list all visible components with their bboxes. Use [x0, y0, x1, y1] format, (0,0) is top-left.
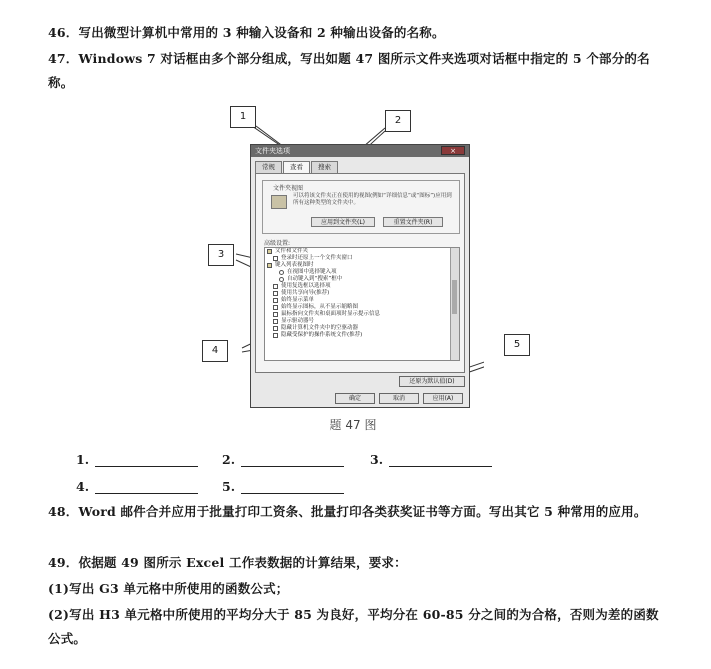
- settings-list-item[interactable]: [265, 325, 459, 332]
- answer-line[interactable]: [95, 480, 198, 494]
- answer-blank-1[interactable]: [76, 452, 198, 467]
- answer-label: 2.: [222, 452, 236, 467]
- question-49: [48, 552, 668, 574]
- answer-label: 3.: [370, 452, 384, 467]
- checkbox-icon[interactable]: [273, 291, 278, 296]
- checkbox-icon[interactable]: [273, 312, 278, 317]
- answer-blank-5[interactable]: [222, 479, 344, 494]
- question-number: 49．: [48, 555, 79, 570]
- answer-blank-3[interactable]: [370, 452, 492, 467]
- settings-list-item[interactable]: [265, 290, 459, 297]
- restore-defaults-button[interactable]: 还原为默认值(D): [399, 376, 465, 387]
- checkbox-icon[interactable]: [273, 319, 278, 324]
- question-47: [48, 47, 668, 95]
- checkbox-icon[interactable]: [273, 298, 278, 303]
- answer-label: 1.: [76, 452, 90, 467]
- callout-1: 1: [230, 106, 256, 128]
- question-text: (1)写出 G3 单元格中所使用的函数公式；: [48, 581, 289, 596]
- figure-caption: 题 47 图: [329, 418, 377, 432]
- question-text: (2)写出 H3 单元格中所使用的平均分大于 85 为良好，平均分在 60-85 分之间的为合格，否则为差的函数公式。: [48, 607, 659, 646]
- radio-icon[interactable]: [279, 270, 284, 275]
- answer-line[interactable]: [389, 453, 492, 467]
- dialog-titlebar: [251, 145, 469, 157]
- checkbox-icon[interactable]: [273, 284, 278, 289]
- answer-label: 5.: [222, 479, 236, 494]
- settings-list-item[interactable]: [265, 311, 459, 318]
- settings-list-item[interactable]: [265, 262, 459, 269]
- apply-to-folders-button[interactable]: 应用到文件夹(L): [311, 217, 375, 227]
- question-49-part-2: [48, 603, 668, 651]
- folder-icon: [271, 195, 287, 209]
- answer-line[interactable]: [241, 480, 344, 494]
- checkbox-icon[interactable]: [273, 305, 278, 310]
- checkbox-icon[interactable]: [273, 256, 278, 261]
- settings-list-item[interactable]: [265, 304, 459, 311]
- question-text: Windows 7 对话框由多个部分组成，写出如题 47 图所示文件夹选项对话框中指定的 5 个部分的名称。: [48, 51, 650, 90]
- question-number: 47．: [48, 51, 79, 66]
- settings-item-label: 登录时还原上一个文件夹窗口: [281, 255, 353, 261]
- question-number: 46．: [48, 25, 79, 40]
- settings-item-label: 在视图中选择键入项: [287, 269, 337, 275]
- advanced-settings-list[interactable]: [264, 247, 460, 361]
- advanced-settings-label: 高级设置:: [264, 240, 291, 247]
- dialog-title: 文件夹选项: [255, 147, 290, 155]
- settings-item-label: 始终显示图标，从不显示缩略图: [281, 304, 359, 310]
- answer-blank-4[interactable]: [76, 479, 198, 494]
- question-48: [48, 500, 668, 524]
- question-text: 依据题 49 图所示 Excel 工作表数据的计算结果，要求：: [78, 555, 407, 570]
- settings-list-item[interactable]: [265, 332, 459, 339]
- question-text: 写出微型计算机中常用的 3 种输入设备和 2 种输出设备的名称。: [78, 25, 445, 40]
- settings-item-label: 显示驱动器号: [281, 318, 315, 324]
- tab-general[interactable]: 常规: [255, 161, 282, 173]
- settings-item-label: 始终显示菜单: [281, 297, 315, 303]
- question-text: Word 邮件合并应用于批量打印工资条、批量打印各类获奖证书等方面。写出其它 5 种常用的应用。: [78, 504, 647, 519]
- answer-label: 4.: [76, 479, 90, 494]
- settings-list-item[interactable]: [265, 248, 459, 255]
- callout-3: 3: [208, 244, 234, 266]
- settings-item-label: 使用共享向导(推荐): [281, 290, 330, 296]
- figure-47: [211, 104, 521, 432]
- ok-button[interactable]: 确定: [335, 393, 375, 404]
- group-label: 文件夹视图: [273, 185, 304, 192]
- question-number: 48．: [48, 504, 79, 519]
- checkbox-icon[interactable]: [273, 326, 278, 331]
- folder-options-dialog: [250, 144, 470, 408]
- answer-line[interactable]: [241, 453, 344, 467]
- folder-icon: [267, 263, 272, 268]
- folder-icon: [267, 249, 272, 254]
- callout-2: 2: [385, 110, 411, 132]
- question-49-part-1: [48, 578, 668, 600]
- tab-view[interactable]: 查看: [283, 161, 310, 173]
- reset-folders-button[interactable]: 重置文件夹(R): [383, 217, 443, 227]
- settings-item-label: 文件和文件夹: [275, 248, 309, 254]
- scrollbar[interactable]: [450, 248, 459, 360]
- settings-list-item[interactable]: [265, 276, 459, 283]
- checkbox-icon[interactable]: [273, 333, 278, 338]
- settings-item-label: 键入列表视图时: [275, 262, 314, 268]
- settings-list-item[interactable]: [265, 297, 459, 304]
- folder-view-group: [262, 180, 460, 234]
- dialog-tabs: [255, 161, 339, 173]
- close-button[interactable]: ×: [441, 146, 465, 155]
- tab-panel-view: [255, 173, 465, 373]
- settings-list-item[interactable]: [265, 269, 459, 276]
- tab-search[interactable]: 搜索: [311, 161, 338, 173]
- callout-4: 4: [202, 340, 228, 362]
- answer-line[interactable]: [95, 453, 198, 467]
- settings-list-item[interactable]: [265, 255, 459, 262]
- question-46: [48, 22, 668, 44]
- settings-item-label: 自动键入到“搜索”框中: [287, 276, 343, 282]
- settings-item-label: 鼠标指向文件夹和桌面项时显示提示信息: [281, 311, 381, 317]
- settings-item-label: 隐藏受保护的操作系统文件(推荐): [281, 332, 363, 338]
- radio-icon[interactable]: [279, 277, 284, 282]
- scrollbar-thumb[interactable]: [452, 280, 457, 314]
- settings-item-label: 隐藏计算机文件夹中的空驱动器: [281, 325, 359, 331]
- apply-button[interactable]: 应用(A): [423, 393, 463, 404]
- answer-blank-2[interactable]: [222, 452, 344, 467]
- settings-item-label: 使用复选框以选择项: [281, 283, 331, 289]
- callout-5: 5: [504, 334, 530, 356]
- settings-list-item[interactable]: [265, 318, 459, 325]
- settings-list-item[interactable]: [265, 283, 459, 290]
- group-description: 可以将该文件夹正在使用的视图(例如“详细信息”或“图标”)应用到所有这种类型的文件夹中。: [293, 193, 452, 206]
- cancel-button[interactable]: 取消: [379, 393, 419, 404]
